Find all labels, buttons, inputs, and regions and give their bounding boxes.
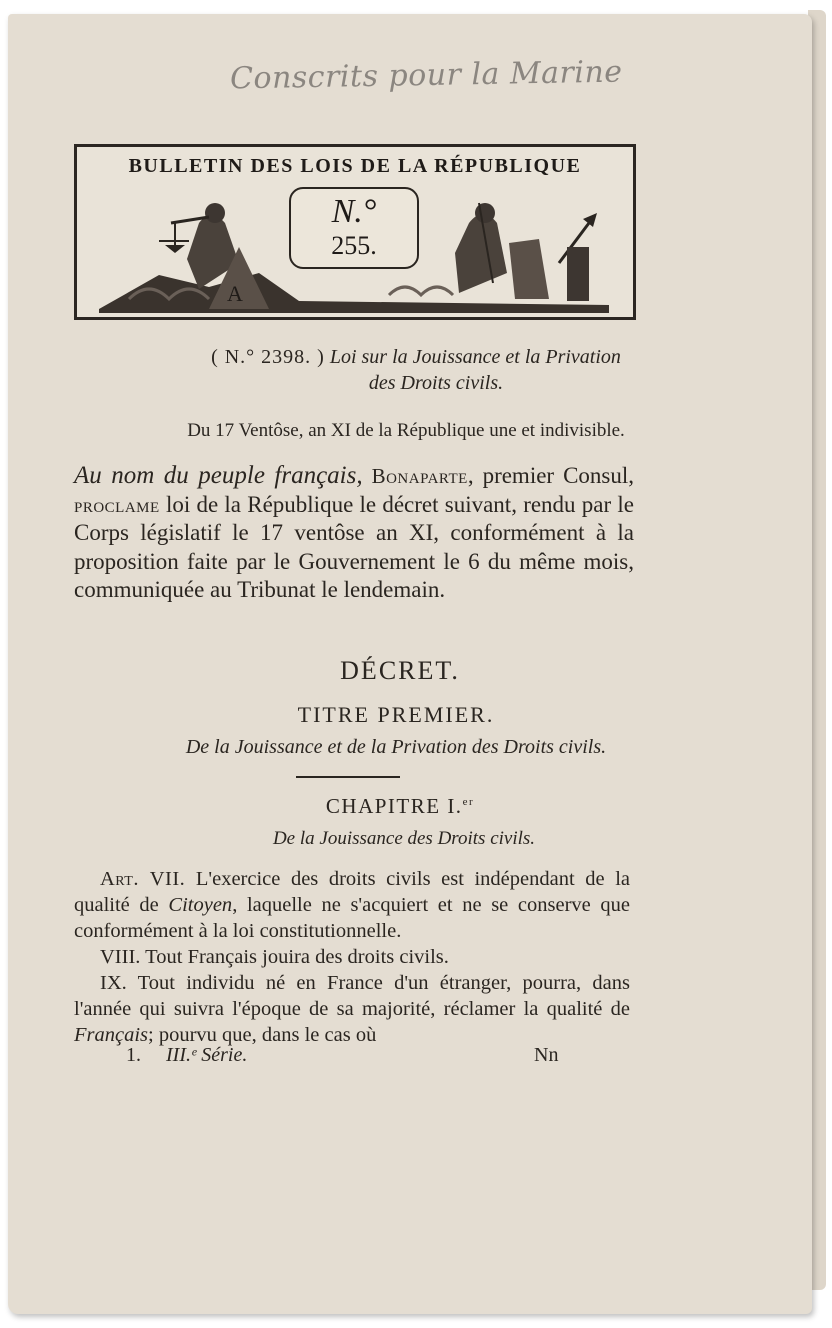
article-9-text-b: ; pourvu que, dans le cas où xyxy=(148,1024,377,1046)
decree-heading: DÉCRET. xyxy=(340,656,460,685)
law-number: ( N.° 2398. ) xyxy=(211,346,325,368)
title-heading: TITRE PREMIER. xyxy=(297,702,495,727)
preamble-rest: loi de la République le décret suivant, rendu par le Corps législatif le 17 ventôse an XI, conformément à la proposition faite par le Gouvernement le 6 du même mois, communiquée au Tribunat le lendemain. xyxy=(74,491,634,602)
article-7-label: Art. VII. xyxy=(100,868,186,890)
handwritten-note: Conscrits pour la Marine xyxy=(229,54,623,97)
chapter-heading xyxy=(0,794,816,819)
number-label: N.° xyxy=(331,193,377,230)
footer-page-number: 1. xyxy=(126,1044,141,1066)
preamble-paragraph xyxy=(74,462,634,605)
bulletin-title: BULLETIN DES LOIS DE LA RÉPUBLIQUE xyxy=(128,155,582,177)
section-divider xyxy=(296,776,400,778)
footer-signature: Nn xyxy=(534,1044,559,1066)
chapter-superscript: er xyxy=(462,796,475,808)
article-9-italic: Français xyxy=(74,1024,149,1046)
preamble-lead: Au nom du peuple français, xyxy=(74,462,363,489)
articles-block xyxy=(74,866,630,1048)
bulletin-number: 255. xyxy=(331,231,377,260)
preamble-name: Bonaparte xyxy=(371,464,468,488)
bulletin-number-cartouche xyxy=(289,187,419,269)
article-7-italic: Citoyen xyxy=(168,894,233,916)
preamble-proclame: proclame xyxy=(74,492,160,517)
title-subheading: De la Jouissance et de la Privation des Droits civils. xyxy=(185,736,607,758)
svg-text:A: A xyxy=(227,281,243,306)
article-8: VIII. Tout Français jouira des droits civils. xyxy=(100,946,449,968)
article-9-text-a: IX. Tout individu né en France d'un étranger, pourra, dans l'année qui suivra l'époque de sa majorité, réclamer la qualité de xyxy=(74,972,630,1020)
preamble-part1: , premier Consul, xyxy=(467,463,634,488)
article-7 xyxy=(74,866,630,944)
law-title-line2: des Droits civils. xyxy=(368,372,504,394)
law-title: Loi sur la Jouissance et la Privation xyxy=(329,346,621,368)
article-7-text-b: , laquelle ne s'acquiert et ne se conserve que conformément à la loi constitutionnelle. xyxy=(74,894,631,942)
footer-series: III.ᵉ Série. xyxy=(166,1044,248,1066)
article-7-text-a: L'exercice des droits civils est indépendant de la qualité de xyxy=(74,868,630,916)
bulletin-header xyxy=(74,144,636,320)
law-date: Du 17 Ventôse, an XI de la République une et indivisible. xyxy=(187,420,625,441)
article-9 xyxy=(74,970,630,1048)
footer-left xyxy=(126,1044,247,1067)
law-title-line1 xyxy=(0,346,832,369)
chapter-label: CHAPITRE I. xyxy=(325,794,463,818)
chapter-subheading: De la Jouissance des Droits civils. xyxy=(272,828,536,849)
